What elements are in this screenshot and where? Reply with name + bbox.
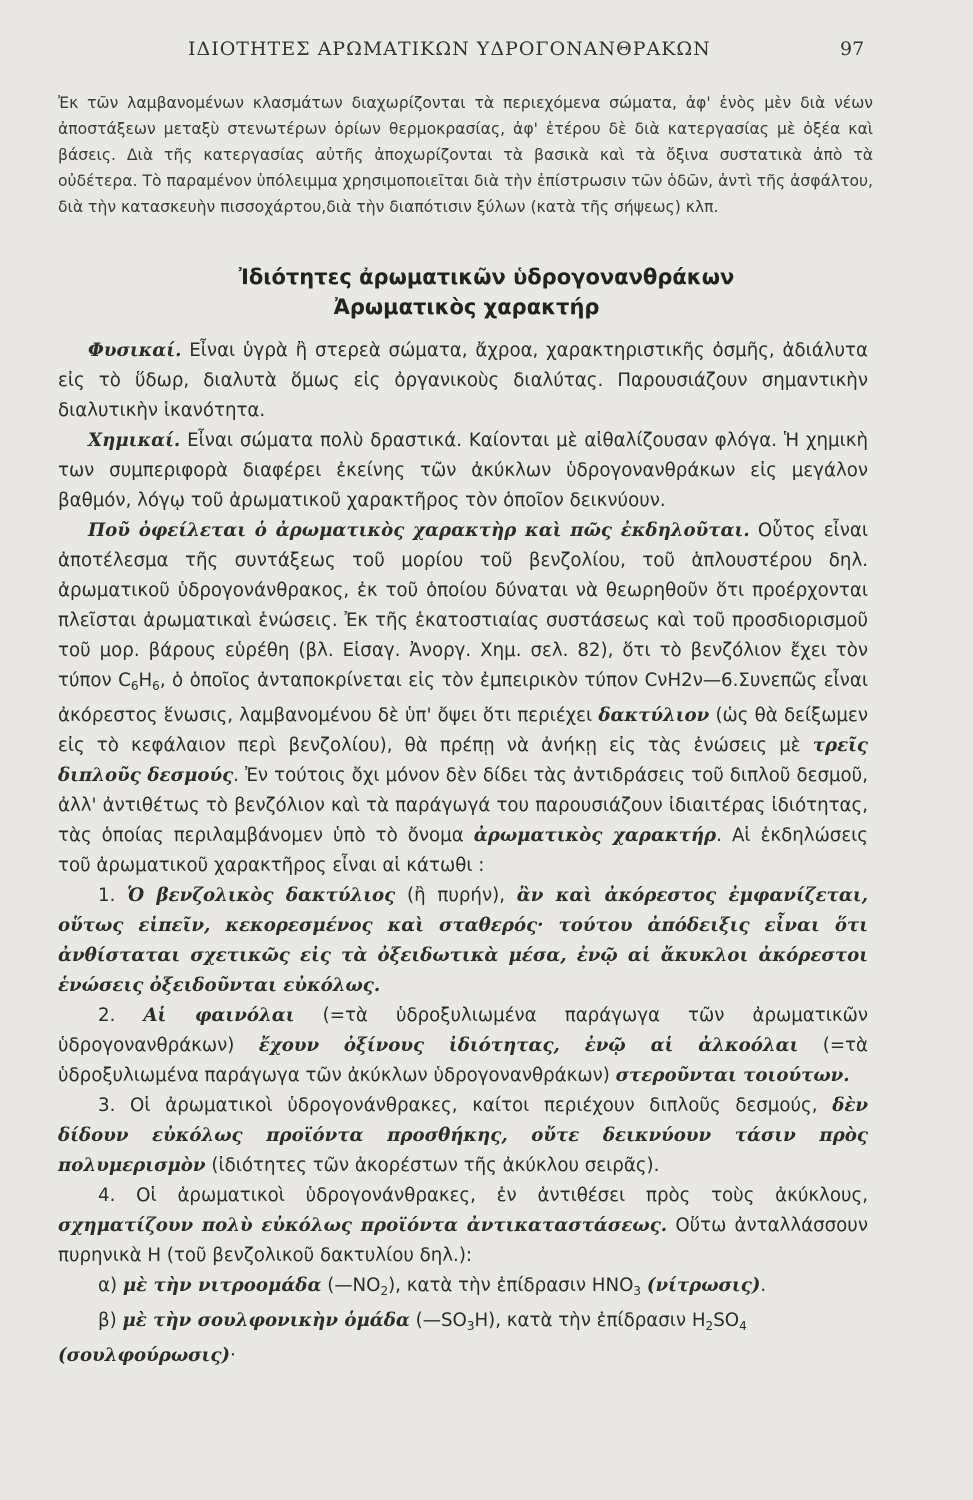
item-2-text-b: (=τὰ ὑδροξυλιωμένα παράγωγα τῶν ἀκύκλων ὑδρογονανθράκων) <box>58 1035 868 1086</box>
sub-item-a <box>58 1271 868 1306</box>
sub-a-label: α) <box>98 1275 123 1296</box>
sub-a-text-1: (—NO <box>321 1275 381 1296</box>
origin-emph-2: τρεῖς διπλοῦς δεσμούς <box>58 735 868 786</box>
chemical-paragraph <box>58 426 868 516</box>
physical-label: Φυσικαί. <box>88 340 182 361</box>
list-item-1 <box>58 881 868 1001</box>
chemical-label: Χημικαί. <box>88 430 181 451</box>
intro-paragraph <box>58 90 873 220</box>
origin-h: H <box>138 670 153 691</box>
physical-paragraph <box>58 336 868 426</box>
sub-a-sub-1: 2 <box>380 1284 389 1298</box>
section-title: Ἰδιότητες ἀρωματικῶν ὑδρογονανθράκων <box>238 265 735 289</box>
origin-emph-3: ἀρωματικὸς χαρακτήρ <box>473 825 717 846</box>
item-2-text-a: (=τὰ ὑδροξυλιωμένα παράγωγα τῶν ἀρωματικῶν ὑδρογονανθράκων) <box>58 1005 869 1056</box>
origin-paragraph <box>58 516 868 881</box>
sub-a-sub-2: 3 <box>633 1284 642 1298</box>
origin-text-2: , ὁ ὁποῖος ἀνταποκρίνεται εἰς τὸν ἐμπειρικὸν τύπον CνH2ν—6.Συνεπῶς εἶναι ἀκόρεστος ἕνωσις, λαμβανομένου δὲ ὑπ' ὄψει ὅτι περιέχει <box>58 670 868 726</box>
origin-text-3: (ὡς θὰ δείξωμεν εἰς τὸ κεφάλαιον περὶ βενζολίου), θὰ πρέπῃ νὰ ἀνήκῃ εἰς τὰς ἑνώσεις μὲ <box>58 705 868 756</box>
sub-b-text-3: SO <box>713 1310 740 1331</box>
item-2-emph-c: στεροῦνται τοιούτων. <box>615 1065 850 1086</box>
list-item-4 <box>58 1181 868 1271</box>
intro-text: Ἐκ τῶν λαμβανομένων κλασμάτων διαχωρίζονται τὰ περιεχόμενα σώματα, ἀφ' ἑνὸς μὲν διὰ νέων ἀποστάξεων μεταξὺ στενωτέρων ὁρίων θερμοκρασίας, ἀφ' ἑτέρου δὲ διὰ κατεργασίας μὲ ὀξέα καὶ βάσεις. Διὰ τῆς κατεργασίας αὐτῆς ἀποχωρίζονται τὰ βασικὰ καὶ τὰ ὄξινα συστατικὰ ἀπὸ τὰ οὐδέτερα. Τὸ παραμένον ὑπόλειμμα χρησιμοποιεῖται διὰ τὴν ἐπίστρωσιν τῶν ὁδῶν, ἀντὶ τῆς ἀσφάλτου, διὰ τὴν κατασκευὴν πισσοχάρτου,διὰ τὴν διαπότισιν ξύλων (κατὰ τῆς σήψεως) κλπ. <box>58 94 873 216</box>
list-item-3 <box>58 1091 868 1181</box>
origin-text-1: Οὗτος εἶναι ἀποτέλεσμα τῆς συντάξεως τοῦ μορίου τοῦ βενζολίου, τοῦ ἁπλουστέρου δηλ. ἀρωματικοῦ ὑδρογονάνθρακος, ἐκ τοῦ ὁποίου δύναται νὰ θεωρηθοῦν ὅτι προέρχονται πλεῖσται ἀρωματικαὶ ἑνώσεις. Ἐκ τῆς ἑκατοστιαίας συστάσεως καὶ τοῦ προσδιορισμοῦ τοῦ μορ. βάρους εὑρέθη (βλ. Εἰσαγ. Ἀνοργ. Χημ. σελ. 82), ὅτι τὸ βενζόλιον ἔχει τὸν τύπον C <box>58 520 869 691</box>
sub-b-sub-2: 2 <box>705 1319 714 1333</box>
sub-b-text-1: (—SO <box>409 1310 467 1331</box>
list-item-2 <box>58 1001 868 1091</box>
item-2-emph-b: ἔχουν ὀξίνους ἰδιότητας, ἐνῷ αἱ ἀλκοόλαι <box>258 1035 799 1056</box>
physical-text: Εἶναι ὑγρὰ ἢ στερεὰ σώματα, ἄχροα, χαρακτηριστικῆς ὀσμῆς, ἀδιάλυτα εἰς τὸ ὕδωρ, διαλυτὰ ὅμως εἰς ὀργανικοὺς διαλύτας. Παρουσιάζουν σημαντικὴν διαλυτικὴν ἱκανότητα. <box>58 340 868 421</box>
sub-a-emph-2: (νίτρωσις) <box>646 1275 761 1296</box>
item-4-text-a: Οἱ ἀρωματικοὶ ὑδρογονάνθρακες, ἐν ἀντιθέσει πρὸς τοὺς ἀκύκλους, <box>136 1185 868 1206</box>
sub-b-sub-3: 4 <box>739 1319 747 1333</box>
origin-text-5: . Αἱ ἐκδηλώσεις τοῦ ἀρωματικοῦ χαρακτῆρος εἶναι αἱ κάτωθι : <box>58 825 868 876</box>
page-header <box>0 38 973 66</box>
origin-sub-h: 6 <box>152 679 160 693</box>
item-4-text-b: Οὕτω ἀνταλλάσσουν πυρηνικὰ H (τοῦ βενζολικοῦ δακτυλίου δηλ.): <box>58 1215 868 1266</box>
item-4-num: 4. <box>98 1185 137 1206</box>
item-3-num: 3. <box>98 1095 131 1116</box>
sub-a-emph: μὲ τὴν νιτροομάδα <box>122 1275 322 1296</box>
sub-b-emph-2: (σουλφούρωσις) <box>58 1345 231 1366</box>
origin-text-4: . Ἐν τούτοις ὄχι μόνον δὲν δίδει τὰς ἀντιδράσεις τοῦ διπλοῦ δεσμοῦ, ἀλλ' ἀντιθέτως τὸ βενζόλιον καὶ τὰ παράγωγά του παρουσιάζουν ἰδιαιτέρας ἰδιότητας, τὰς ὁποίας περιλαμβάνομεν ὑπὸ τὸ ὄνομα <box>58 765 868 846</box>
origin-emph-1: δακτύλιον <box>598 705 710 726</box>
item-4-emph-a: σχηματίζουν πολὺ εὐκόλως προϊόντα ἀντικαταστάσεως. <box>58 1215 668 1236</box>
page-number: 97 <box>840 38 865 60</box>
item-1-num: 1. <box>98 885 128 906</box>
item-2-num: 2. <box>98 1005 144 1026</box>
sub-item-b-continued <box>58 1341 868 1371</box>
chemical-text: Εἶναι σώματα πολὺ δραστικά. Καίονται μὲ αἰθαλίζουσαν φλόγα. Ἡ χημικὴ των συμπεριφορὰ διαφέρει ἐκείνης τῶν ἀκύκλων ὑδρογονανθράκων εἰς μεγάλον βαθμόν, λόγῳ τοῦ ἀρωματικοῦ χαρακτῆρος τὸν ὁποῖον δεικνύουν. <box>58 430 868 511</box>
item-3-text-a: Οἱ ἀρωματικοὶ ὑδρογονάνθρακες, καίτοι περιέχουν διπλοῦς δεσμούς, <box>130 1095 833 1116</box>
sub-b-text-2: H), κατὰ τὴν ἐπίδρασιν H <box>474 1310 706 1331</box>
origin-sub-c: 6 <box>130 679 139 693</box>
origin-label: Ποῦ ὀφείλεται ὁ ἀρωματικὸς χαρακτὴρ καὶ πῶς ἐκδηλοῦται. <box>88 520 750 541</box>
sub-b-label: β) <box>98 1310 123 1331</box>
section-headings <box>0 262 973 322</box>
item-1-text-a: (ἢ πυρήν), <box>395 885 517 906</box>
sub-b-text-4: · <box>230 1345 236 1366</box>
item-3-text-b: (ἰδιότητες τῶν ἀκορέστων τῆς ἀκύκλου σειρᾶς). <box>205 1155 660 1176</box>
item-1-emph-a: Ὁ βενζολικὸς δακτύλιος <box>127 885 396 906</box>
section-subtitle: Ἀρωματικὸς χαρακτήρ <box>333 295 600 319</box>
item-1-emph-b: ἂν καὶ ἀκόρεστος ἐμφανίζεται, οὕτως εἰπεῖν, κεκορεσμένος καὶ σταθερός· τούτου ἀπόδειξις εἶναι ὅτι ἀνθίσταται σχετικῶς εἰς τὰ ὀξειδωτικὰ μέσα, ἐνῷ αἱ ἄκυκλοι ἀκόρεστοι ἑνώσεις ὀξειδοῦνται εὐκόλως. <box>58 885 868 996</box>
sub-b-sub-1: 3 <box>466 1319 475 1333</box>
body-text <box>58 336 868 1371</box>
sub-b-emph: μὲ τὴν σουλφονικὴν ὁμάδα <box>122 1310 410 1331</box>
item-2-emph-a: Αἱ φαινόλαι <box>143 1005 295 1026</box>
running-title: ΙΔΙΟΤΗΤΕΣ ΑΡΩΜΑΤΙΚΩΝ ΥΔΡΟΓΟΝΑΝΘΡΑΚΩΝ <box>188 38 711 60</box>
sub-item-b <box>58 1306 868 1341</box>
sub-a-text-2: ), κατὰ τὴν ἐπίδρασιν HNO <box>388 1275 634 1296</box>
sub-a-text-4: . <box>760 1275 767 1296</box>
item-3-emph-a: δὲν δίδουν εὐκόλως προϊόντα προσθήκης, οὔτε δεικνύουν τάσιν πρὸς πολυμερισμὸν <box>58 1095 868 1176</box>
